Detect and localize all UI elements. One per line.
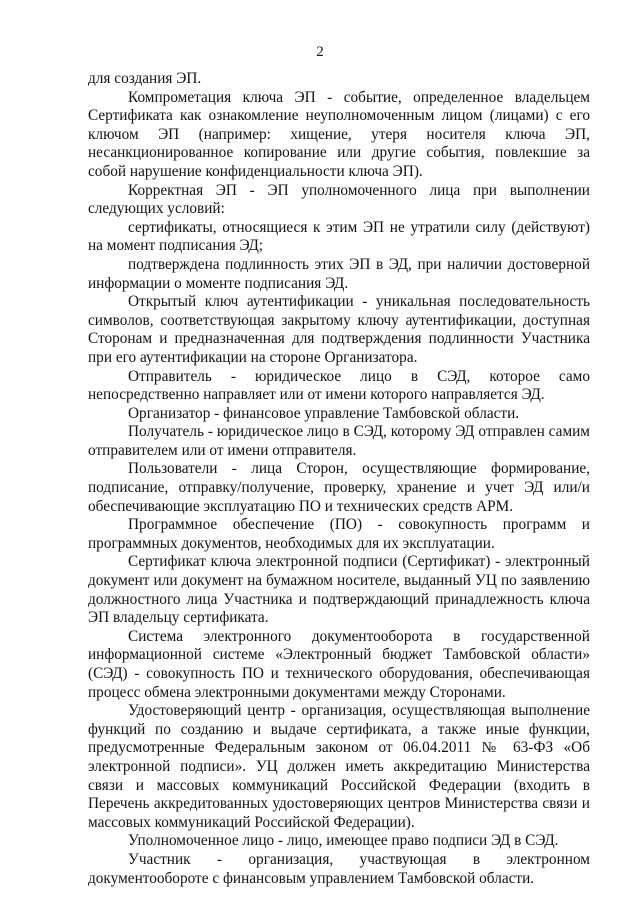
page-number: 2 bbox=[316, 44, 324, 60]
paragraph-certification-center: Удостоверяющий центр - организация, осуществляющая выполнение функций по созданию и выдаче сертификата, а также иные функции, предусмотренные Федеральным законом от 06.04.2011 № 63-ФЗ «Об электронной подписи». УЦ должен иметь аккредитацию Министерства связи и массовых коммуникаций Российской Федерации (входить в Перечень аккредитованных удостоверяющих центров Министерства связи и массовых коммуникаций Российской Федерации). bbox=[88, 702, 590, 831]
paragraph-certificate: Сертификат ключа электронной подписи (Сертификат) - электронный документ или документ на бумажном носителе, выданный УЦ по заявлению должностного лица Участника и подтверждающий принадлежность ключа ЭП владельцу сертификата. bbox=[88, 553, 590, 627]
paragraph-continuation: для создания ЭП. bbox=[88, 70, 202, 87]
paragraph-condition-authenticity: подтверждена подлинность этих ЭП в ЭД, при наличии достоверной информации о моменте подписания ЭД. bbox=[88, 255, 590, 292]
paragraph-public-key: Открытый ключ аутентификации - уникальная последовательность символов, соответствующая закрытому ключу аутентификации, доступная Сторонам и предназначенная для подтверждения подлинности Участника при его аутентификации на стороне Организатора. bbox=[88, 293, 590, 366]
paragraph-edms-system: Система электронного документооборота в государственной информационной системе «Электронный бюджет Тамбовской области» (СЭД) - совокупность ПО и технического оборудования, обеспечивающая процесс обмена электронными документами между Сторонами. bbox=[88, 627, 590, 701]
paragraph-valid-signature: Корректная ЭП - ЭП уполномоченного лица при выполнении следующих условий: bbox=[88, 181, 590, 218]
paragraph-key-compromise: Компрометация ключа ЭП - событие, определенное владельцем Сертификата как ознакомление неуполномоченным лицом (лицами) с его ключом ЭП (например: хищение, утеря носителя ключа ЭП, несанкционированное копирование или другие события, повлекшие за собой нарушение конфиденциальности ключа ЭП). bbox=[88, 88, 590, 180]
paragraph-software: Программное обеспечение (ПО) - совокупность программ и программных документов, необходимых для их эксплуатации. bbox=[88, 516, 590, 552]
paragraph-organizer: Организатор - финансовое управление Тамбовской области. bbox=[128, 404, 520, 422]
document-body bbox=[88, 70, 590, 888]
paragraph-condition-certificates: сертификаты, относящиеся к этим ЭП не утратили силу (действуют) на момент подписания ЭД; bbox=[88, 218, 590, 255]
paragraph-users: Пользователи - лица Сторон, осуществляющие формирование, подписание, отправку/получение, проверку, хранение и учет ЭД или/и обеспечивающие эксплуатацию ПО и технических средств АРМ. bbox=[88, 460, 590, 515]
paragraph-recipient: Получатель - юридическое лицо в СЭД, которому ЭД отправлен самим отправителем или от имени отправителя. bbox=[88, 423, 590, 459]
paragraph-authorized-person: Уполномоченное лицо - лицо, имеющее право подписи ЭД в СЭД. bbox=[128, 832, 559, 850]
paragraph-participant: Участник - организация, участвующая в электронном документообороте с финансовым управлением Тамбовской области. bbox=[88, 850, 590, 887]
paragraph-sender: Отправитель - юридическое лицо в СЭД, которое само непосредственно направляет или от имени которого направляется ЭД. bbox=[88, 367, 590, 404]
